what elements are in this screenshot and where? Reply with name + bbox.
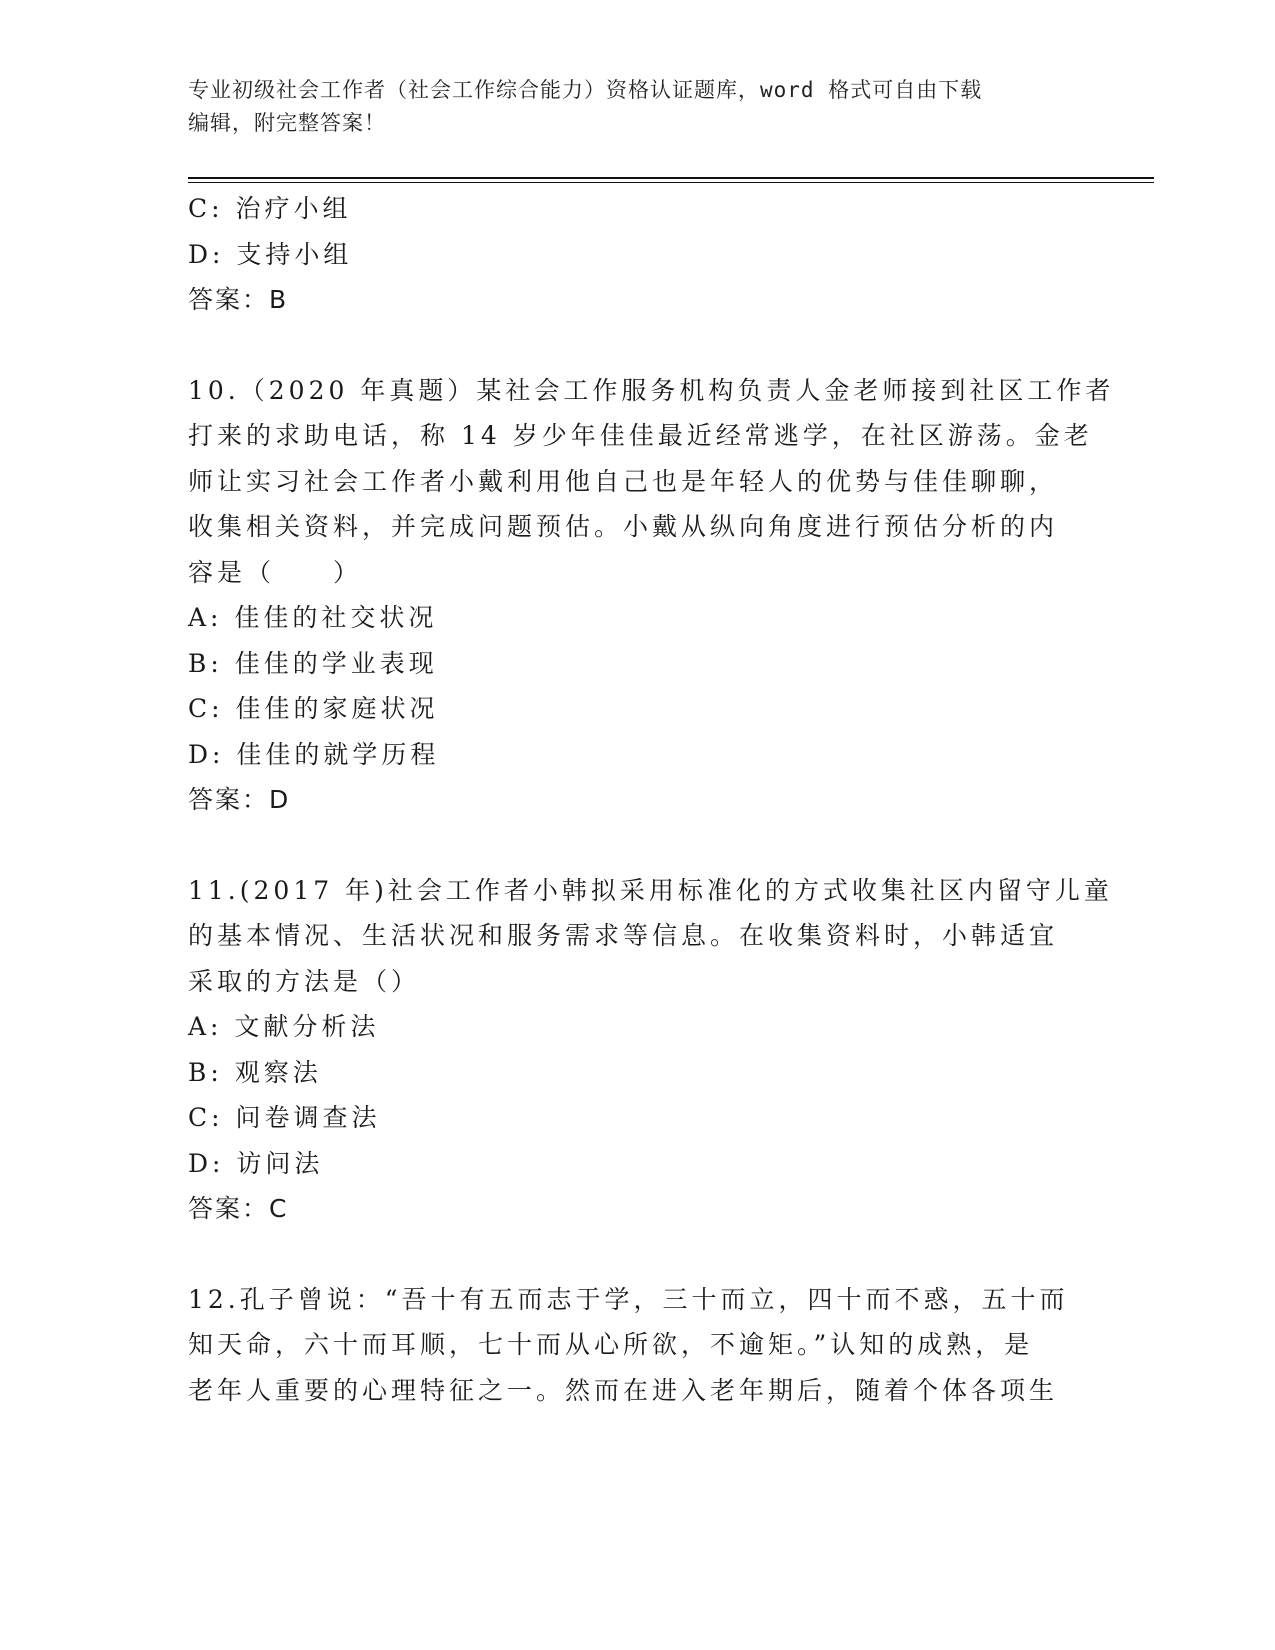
question-stem-line: 收集相关资料，并完成问题预估。小戴从纵向角度进行预估分析的内 — [188, 512, 1059, 541]
answer-line: 答案：D — [188, 785, 291, 814]
option-b: B: 观察法 — [188, 1057, 322, 1087]
question-stem-line: 的基本情况、生活状况和服务需求等信息。在收集资料时，小韩适宜 — [188, 921, 1059, 950]
option-c: C: 治疗小组 — [188, 194, 352, 223]
question-stem-line: 11.(2017 年)社会工作者小韩拟采用标准化的方式收集社区内留守儿童 — [188, 875, 1113, 905]
option-a: A: 文献分析法 — [188, 1012, 380, 1041]
question-content — [188, 186, 1115, 1413]
question-gap — [188, 823, 1088, 868]
option-a: A: 佳佳的社交状况 — [188, 603, 438, 632]
question-stem-line: 知天命，六十而耳顺，七十而从心所欲，不逾矩。”认知的成熟，是 — [188, 1330, 1034, 1359]
question-stem-line: 容是（ ） — [188, 557, 363, 587]
option-d: D: 支持小组 — [188, 239, 353, 269]
answer-line: 答案：C — [188, 1194, 289, 1223]
question-stem-line: 老年人重要的心理特征之一。然而在进入老年期后，随着个体各项生 — [188, 1375, 1059, 1405]
header-divider-thin — [188, 182, 1154, 183]
header-divider-thick — [188, 177, 1154, 179]
option-c: C: 问卷调查法 — [188, 1103, 381, 1132]
answer-line: 答案：B — [188, 285, 289, 314]
question-9-tail — [188, 186, 1088, 323]
question-stem-line: 打来的求助电话，称 14 岁少年佳佳最近经常逃学，在社区游荡。金老 — [188, 421, 1093, 450]
header-line-2: 编辑，附完整答案！ — [188, 111, 386, 135]
question-stem-line: 12.孔子曾说：“吾十有五而志于学，三十而立，四十而不惑，五十而 — [188, 1284, 1069, 1314]
question-gap — [188, 1232, 1088, 1277]
page-header — [188, 74, 1068, 140]
option-c: C: 佳佳的家庭状况 — [188, 694, 439, 723]
option-d: D: 访问法 — [188, 1148, 324, 1178]
question-stem-line: 10.（2020 年真题）某社会工作服务机构负责人金老师接到社区工作者 — [188, 375, 1115, 405]
question-12 — [188, 1277, 1088, 1414]
question-11 — [188, 868, 1113, 1232]
option-d: D: 佳佳的就学历程 — [188, 739, 440, 769]
question-gap — [188, 323, 1088, 368]
question-stem-line: 师让实习社会工作者小戴利用他自己也是年轻人的优势与佳佳聊聊， — [188, 466, 1059, 496]
header-line-1: 专业初级社会工作者（社会工作综合能力）资格认证题库，word 格式可自由下载 — [188, 78, 983, 102]
question-10 — [188, 368, 1115, 823]
option-b: B: 佳佳的学业表现 — [188, 648, 438, 678]
question-stem-line: 采取的方法是（） — [188, 966, 421, 996]
